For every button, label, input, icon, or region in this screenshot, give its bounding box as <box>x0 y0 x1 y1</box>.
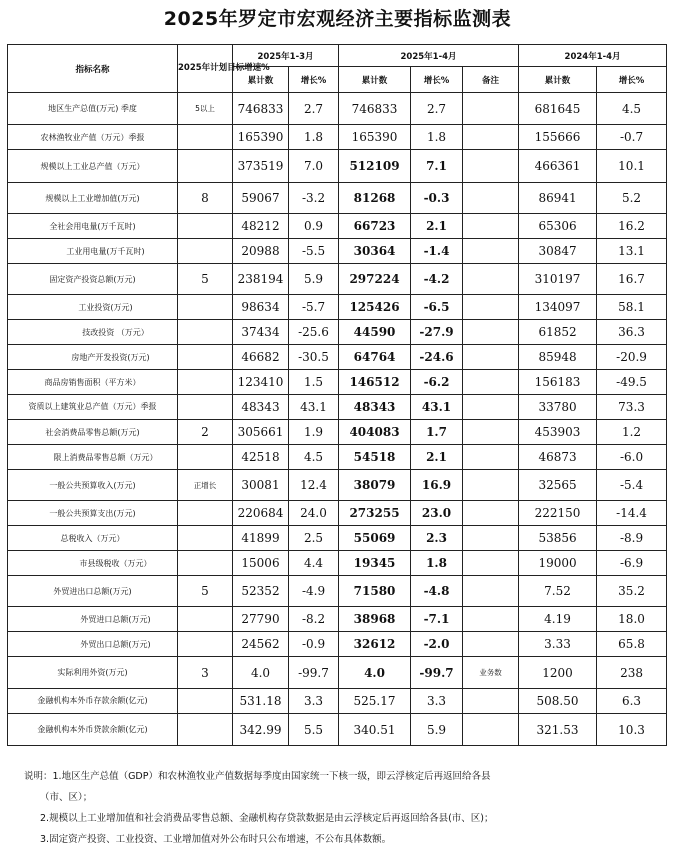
growth-2025-q1: -5.5 <box>289 239 339 264</box>
growth-2025-q1: 43.1 <box>289 395 339 420</box>
cumulative-2025-q1: 746833 <box>233 93 289 125</box>
growth-2025-q1: -4.9 <box>289 576 339 607</box>
cumulative-2024-jan-apr: 7.52 <box>519 576 597 607</box>
table-row <box>8 125 667 150</box>
indicator-name: 外贸进口总额(万元) <box>8 607 178 632</box>
cumulative-2024-jan-apr: 466361 <box>519 150 597 183</box>
cumulative-2025-q1: 52352 <box>233 576 289 607</box>
growth-2025-q1: -0.9 <box>289 632 339 657</box>
cumulative-2025-jan-apr: 81268 <box>339 183 411 214</box>
plan-target: 5 <box>178 576 233 607</box>
indicator-name: 一般公共预算支出(万元) <box>8 501 178 526</box>
header-period-2024-jan-apr: 2024年1-4月 <box>519 45 667 67</box>
growth-2025-jan-apr: -2.0 <box>411 632 463 657</box>
indicator-name: 工业用电量(万千瓦时) <box>8 239 178 264</box>
indicator-name: 金融机构本外币存款余额(亿元) <box>8 689 178 714</box>
growth-2025-q1: 2.7 <box>289 93 339 125</box>
indicator-name: 限上消费品零售总额（万元） <box>8 445 178 470</box>
table-row <box>8 183 667 214</box>
cumulative-2024-jan-apr: 4.19 <box>519 607 597 632</box>
cumulative-2024-jan-apr: 32565 <box>519 470 597 501</box>
cumulative-2025-q1: 373519 <box>233 150 289 183</box>
footnote-2: 2.规模以上工业增加值和社会消费品零售总额、金融机构存贷款数据是由云浮核定后再返回给各县(市、区)； <box>40 813 494 824</box>
growth-2025-q1: -99.7 <box>289 657 339 689</box>
growth-2025-q1: 12.4 <box>289 470 339 501</box>
growth-2025-q1: -30.5 <box>289 345 339 370</box>
plan-target <box>178 714 233 746</box>
table-row <box>8 714 667 746</box>
cumulative-2025-jan-apr: 746833 <box>339 93 411 125</box>
cumulative-2024-jan-apr: 33780 <box>519 395 597 420</box>
remark <box>463 125 519 150</box>
footnote-1: 说明：1.地区生产总值（GDP）和农林渔牧业产值数据每季度由国家统一下核一级，即云浮核定后再返回给各县 <box>24 771 491 782</box>
plan-target: 5以上 <box>178 93 233 125</box>
plan-target <box>178 632 233 657</box>
cumulative-2024-jan-apr: 453903 <box>519 420 597 445</box>
cumulative-2025-jan-apr: 66723 <box>339 214 411 239</box>
cumulative-2025-q1: 531.18 <box>233 689 289 714</box>
indicator-table <box>7 44 667 746</box>
table-row <box>8 526 667 551</box>
footnotes <box>24 766 664 850</box>
growth-2024-jan-apr: 5.2 <box>597 183 667 214</box>
cumulative-2025-q1: 42518 <box>233 445 289 470</box>
growth-2025-jan-apr: 1.8 <box>411 551 463 576</box>
remark <box>463 445 519 470</box>
header-plan: 2025年计划目标增速% <box>178 45 233 93</box>
remark <box>463 239 519 264</box>
cumulative-2024-jan-apr: 310197 <box>519 264 597 295</box>
growth-2025-jan-apr: -7.1 <box>411 607 463 632</box>
remark <box>463 395 519 420</box>
table-row <box>8 395 667 420</box>
table-row <box>8 93 667 125</box>
cumulative-2025-q1: 48212 <box>233 214 289 239</box>
plan-target <box>178 320 233 345</box>
growth-2025-jan-apr: 2.1 <box>411 445 463 470</box>
remark <box>463 632 519 657</box>
table-row <box>8 150 667 183</box>
growth-2025-q1: -3.2 <box>289 183 339 214</box>
header-growth: 增长% <box>597 67 667 93</box>
indicator-name: 固定资产投资总额(万元) <box>8 264 178 295</box>
plan-target <box>178 689 233 714</box>
table-row <box>8 576 667 607</box>
cumulative-2025-jan-apr: 525.17 <box>339 689 411 714</box>
plan-target <box>178 551 233 576</box>
growth-2025-q1: 3.3 <box>289 689 339 714</box>
indicator-name: 工业投资(万元) <box>8 295 178 320</box>
cumulative-2024-jan-apr: 85948 <box>519 345 597 370</box>
cumulative-2024-jan-apr: 134097 <box>519 295 597 320</box>
plan-target <box>178 295 233 320</box>
indicator-name: 一般公共预算收入(万元) <box>8 470 178 501</box>
cumulative-2025-jan-apr: 165390 <box>339 125 411 150</box>
growth-2025-q1: -5.7 <box>289 295 339 320</box>
cumulative-2025-jan-apr: 38079 <box>339 470 411 501</box>
cumulative-2024-jan-apr: 1200 <box>519 657 597 689</box>
indicator-name: 外贸进出口总额(万元) <box>8 576 178 607</box>
cumulative-2025-q1: 46682 <box>233 345 289 370</box>
indicator-name: 资质以上建筑业总产值（万元）季报 <box>8 395 178 420</box>
growth-2025-q1: 1.9 <box>289 420 339 445</box>
table-row <box>8 295 667 320</box>
growth-2025-q1: -8.2 <box>289 607 339 632</box>
header-growth: 增长% <box>289 67 339 93</box>
header-period-2025-jan-apr: 2025年1-4月 <box>339 45 519 67</box>
header-cumulative: 累计数 <box>519 67 597 93</box>
cumulative-2024-jan-apr: 508.50 <box>519 689 597 714</box>
growth-2025-q1: 1.5 <box>289 370 339 395</box>
cumulative-2025-q1: 123410 <box>233 370 289 395</box>
table-row <box>8 445 667 470</box>
plan-target: 2 <box>178 420 233 445</box>
plan-target <box>178 239 233 264</box>
cumulative-2025-jan-apr: 512109 <box>339 150 411 183</box>
table-row <box>8 657 667 689</box>
growth-2024-jan-apr: 36.3 <box>597 320 667 345</box>
cumulative-2025-q1: 59067 <box>233 183 289 214</box>
cumulative-2025-jan-apr: 64764 <box>339 345 411 370</box>
growth-2025-q1: 24.0 <box>289 501 339 526</box>
cumulative-2024-jan-apr: 86941 <box>519 183 597 214</box>
indicator-name: 商品房销售面积（平方米） <box>8 370 178 395</box>
growth-2025-jan-apr: 16.9 <box>411 470 463 501</box>
plan-target <box>178 526 233 551</box>
growth-2025-jan-apr: 43.1 <box>411 395 463 420</box>
cumulative-2024-jan-apr: 321.53 <box>519 714 597 746</box>
cumulative-2024-jan-apr: 46873 <box>519 445 597 470</box>
growth-2024-jan-apr: -5.4 <box>597 470 667 501</box>
indicator-name: 地区生产总值(万元) 季度 <box>8 93 178 125</box>
table-row <box>8 501 667 526</box>
plan-target: 正增长 <box>178 470 233 501</box>
growth-2024-jan-apr: -49.5 <box>597 370 667 395</box>
cumulative-2025-jan-apr: 48343 <box>339 395 411 420</box>
plan-target: 8 <box>178 183 233 214</box>
growth-2025-jan-apr: -4.2 <box>411 264 463 295</box>
cumulative-2024-jan-apr: 19000 <box>519 551 597 576</box>
cumulative-2025-q1: 4.0 <box>233 657 289 689</box>
cumulative-2025-jan-apr: 38968 <box>339 607 411 632</box>
cumulative-2025-jan-apr: 4.0 <box>339 657 411 689</box>
cumulative-2024-jan-apr: 156183 <box>519 370 597 395</box>
cumulative-2024-jan-apr: 65306 <box>519 214 597 239</box>
remark <box>463 420 519 445</box>
table-row <box>8 345 667 370</box>
remark <box>463 607 519 632</box>
growth-2024-jan-apr: 65.8 <box>597 632 667 657</box>
cumulative-2024-jan-apr: 681645 <box>519 93 597 125</box>
indicator-name: 房地产开发投资(万元) <box>8 345 178 370</box>
remark <box>463 526 519 551</box>
cumulative-2025-jan-apr: 19345 <box>339 551 411 576</box>
cumulative-2024-jan-apr: 3.33 <box>519 632 597 657</box>
growth-2025-jan-apr: -1.4 <box>411 239 463 264</box>
growth-2025-jan-apr: -6.5 <box>411 295 463 320</box>
growth-2024-jan-apr: 73.3 <box>597 395 667 420</box>
cumulative-2024-jan-apr: 155666 <box>519 125 597 150</box>
cumulative-2025-q1: 20988 <box>233 239 289 264</box>
cumulative-2025-q1: 15006 <box>233 551 289 576</box>
growth-2024-jan-apr: 13.1 <box>597 239 667 264</box>
growth-2024-jan-apr: -6.0 <box>597 445 667 470</box>
growth-2025-q1: 7.0 <box>289 150 339 183</box>
plan-target <box>178 150 233 183</box>
cumulative-2024-jan-apr: 222150 <box>519 501 597 526</box>
cumulative-2025-jan-apr: 273255 <box>339 501 411 526</box>
indicator-name: 社会消费品零售总额(万元) <box>8 420 178 445</box>
growth-2025-q1: 2.5 <box>289 526 339 551</box>
cumulative-2025-q1: 220684 <box>233 501 289 526</box>
plan-target <box>178 345 233 370</box>
cumulative-2024-jan-apr: 30847 <box>519 239 597 264</box>
growth-2025-jan-apr: 2.1 <box>411 214 463 239</box>
growth-2025-jan-apr: 5.9 <box>411 714 463 746</box>
indicator-name: 技改投资 （万元） <box>8 320 178 345</box>
indicator-name: 实际利用外资(万元) <box>8 657 178 689</box>
remark <box>463 345 519 370</box>
cumulative-2025-jan-apr: 404083 <box>339 420 411 445</box>
table-row <box>8 370 667 395</box>
cumulative-2025-q1: 37434 <box>233 320 289 345</box>
cumulative-2025-jan-apr: 340.51 <box>339 714 411 746</box>
header-cumulative: 累计数 <box>233 67 289 93</box>
cumulative-2025-q1: 48343 <box>233 395 289 420</box>
table-row <box>8 320 667 345</box>
remark <box>463 501 519 526</box>
cumulative-2025-jan-apr: 297224 <box>339 264 411 295</box>
growth-2025-jan-apr: 7.1 <box>411 150 463 183</box>
growth-2025-q1: 0.9 <box>289 214 339 239</box>
remark <box>463 150 519 183</box>
remark: 业务数 <box>463 657 519 689</box>
table-row <box>8 420 667 445</box>
remark <box>463 295 519 320</box>
growth-2024-jan-apr: 10.1 <box>597 150 667 183</box>
plan-target <box>178 395 233 420</box>
plan-target <box>178 125 233 150</box>
cumulative-2025-jan-apr: 44590 <box>339 320 411 345</box>
growth-2024-jan-apr: -0.7 <box>597 125 667 150</box>
indicator-name: 市县级税收（万元） <box>8 551 178 576</box>
plan-target <box>178 214 233 239</box>
cumulative-2025-jan-apr: 30364 <box>339 239 411 264</box>
cumulative-2025-q1: 305661 <box>233 420 289 445</box>
cumulative-2025-jan-apr: 146512 <box>339 370 411 395</box>
growth-2024-jan-apr: -14.4 <box>597 501 667 526</box>
table-row <box>8 689 667 714</box>
growth-2025-jan-apr: -4.8 <box>411 576 463 607</box>
growth-2024-jan-apr: -20.9 <box>597 345 667 370</box>
page-title: 2025年罗定市宏观经济主要指标监测表 <box>163 8 512 30</box>
cumulative-2025-q1: 165390 <box>233 125 289 150</box>
growth-2025-jan-apr: -24.6 <box>411 345 463 370</box>
growth-2025-jan-apr: -99.7 <box>411 657 463 689</box>
cumulative-2025-q1: 24562 <box>233 632 289 657</box>
indicator-name: 农林渔牧业产值（万元）季报 <box>8 125 178 150</box>
indicator-name: 金融机构本外币贷款余额(亿元) <box>8 714 178 746</box>
remark <box>463 93 519 125</box>
cumulative-2025-q1: 238194 <box>233 264 289 295</box>
growth-2025-jan-apr: -6.2 <box>411 370 463 395</box>
remark <box>463 714 519 746</box>
growth-2025-q1: 1.8 <box>289 125 339 150</box>
growth-2024-jan-apr: 16.2 <box>597 214 667 239</box>
remark <box>463 183 519 214</box>
indicator-name: 规模以上工业增加值(万元) <box>8 183 178 214</box>
remark <box>463 320 519 345</box>
growth-2024-jan-apr: 35.2 <box>597 576 667 607</box>
growth-2024-jan-apr: 238 <box>597 657 667 689</box>
growth-2024-jan-apr: 16.7 <box>597 264 667 295</box>
growth-2025-q1: 4.5 <box>289 445 339 470</box>
table-row <box>8 264 667 295</box>
plan-target <box>178 445 233 470</box>
footnote-1-continued: （市、区）； <box>40 792 93 803</box>
growth-2024-jan-apr: 1.2 <box>597 420 667 445</box>
header-period-2025-q1: 2025年1-3月 <box>233 45 339 67</box>
growth-2025-jan-apr: 1.8 <box>411 125 463 150</box>
growth-2025-jan-apr: 23.0 <box>411 501 463 526</box>
header-remark: 备注 <box>463 67 519 93</box>
header-cumulative: 累计数 <box>339 67 411 93</box>
remark <box>463 214 519 239</box>
growth-2024-jan-apr: 18.0 <box>597 607 667 632</box>
table-row <box>8 239 667 264</box>
cumulative-2025-jan-apr: 32612 <box>339 632 411 657</box>
plan-target: 3 <box>178 657 233 689</box>
cumulative-2025-q1: 27790 <box>233 607 289 632</box>
remark <box>463 576 519 607</box>
remark <box>463 689 519 714</box>
cumulative-2025-jan-apr: 55069 <box>339 526 411 551</box>
table-row <box>8 607 667 632</box>
remark <box>463 264 519 295</box>
growth-2025-jan-apr: 2.7 <box>411 93 463 125</box>
cumulative-2025-q1: 41899 <box>233 526 289 551</box>
plan-target <box>178 607 233 632</box>
growth-2025-q1: 5.5 <box>289 714 339 746</box>
cumulative-2025-jan-apr: 71580 <box>339 576 411 607</box>
remark <box>463 370 519 395</box>
cumulative-2024-jan-apr: 53856 <box>519 526 597 551</box>
cumulative-2025-q1: 342.99 <box>233 714 289 746</box>
table-row <box>8 470 667 501</box>
cumulative-2024-jan-apr: 61852 <box>519 320 597 345</box>
cumulative-2025-jan-apr: 54518 <box>339 445 411 470</box>
indicator-name: 总税收入（万元） <box>8 526 178 551</box>
table-row <box>8 632 667 657</box>
cumulative-2025-jan-apr: 125426 <box>339 295 411 320</box>
growth-2024-jan-apr: 10.3 <box>597 714 667 746</box>
cumulative-2025-q1: 30081 <box>233 470 289 501</box>
indicator-name: 全社会用电量(万千瓦时) <box>8 214 178 239</box>
growth-2024-jan-apr: -6.9 <box>597 551 667 576</box>
growth-2024-jan-apr: 4.5 <box>597 93 667 125</box>
header-growth: 增长% <box>411 67 463 93</box>
header-indicator: 指标名称 <box>8 45 178 93</box>
growth-2025-jan-apr: 1.7 <box>411 420 463 445</box>
growth-2025-jan-apr: 3.3 <box>411 689 463 714</box>
indicator-name: 外贸出口总额(万元) <box>8 632 178 657</box>
table-row <box>8 214 667 239</box>
plan-target <box>178 501 233 526</box>
growth-2024-jan-apr: 58.1 <box>597 295 667 320</box>
growth-2024-jan-apr: 6.3 <box>597 689 667 714</box>
growth-2025-jan-apr: -0.3 <box>411 183 463 214</box>
growth-2024-jan-apr: -8.9 <box>597 526 667 551</box>
remark <box>463 470 519 501</box>
growth-2025-jan-apr: -27.9 <box>411 320 463 345</box>
indicator-name: 规模以上工业总产值（万元） <box>8 150 178 183</box>
table-row <box>8 551 667 576</box>
growth-2025-q1: 5.9 <box>289 264 339 295</box>
growth-2025-q1: -25.6 <box>289 320 339 345</box>
growth-2025-jan-apr: 2.3 <box>411 526 463 551</box>
plan-target <box>178 370 233 395</box>
footnote-3: 3.固定资产投资、工业投资、工业增加值对外公布时只公布增速，不公布具体数额。 <box>40 834 392 845</box>
remark <box>463 551 519 576</box>
growth-2025-q1: 4.4 <box>289 551 339 576</box>
plan-target: 5 <box>178 264 233 295</box>
cumulative-2025-q1: 98634 <box>233 295 289 320</box>
